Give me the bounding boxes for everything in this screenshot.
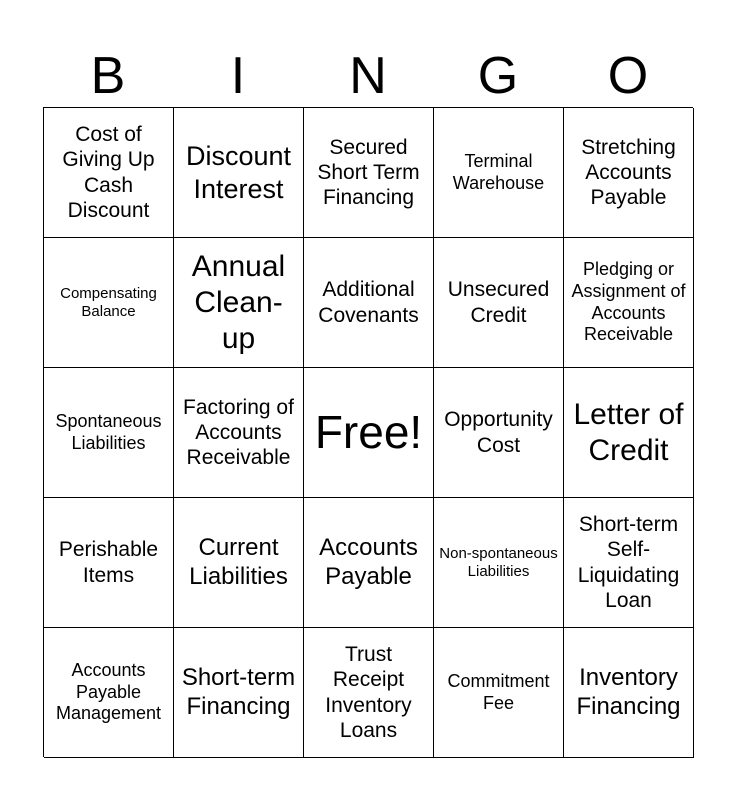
bingo-cell[interactable] bbox=[564, 238, 694, 368]
cell-text: Stretching Accounts Payable bbox=[581, 135, 676, 210]
bingo-cell[interactable] bbox=[564, 498, 694, 628]
bingo-cell[interactable] bbox=[44, 628, 174, 758]
cell-text: Secured Short Term Financing bbox=[317, 135, 420, 210]
header-letter-n: N bbox=[349, 47, 387, 105]
cell-text: Unsecured Credit bbox=[447, 278, 550, 327]
bingo-cell[interactable] bbox=[434, 108, 564, 238]
bingo-cell[interactable] bbox=[564, 108, 694, 238]
bingo-cell[interactable] bbox=[564, 368, 694, 498]
cell-text: Short-term Financing bbox=[181, 663, 296, 720]
bingo-header bbox=[43, 48, 693, 104]
bingo-cell[interactable] bbox=[174, 628, 304, 758]
bingo-cell[interactable] bbox=[304, 498, 434, 628]
bingo-cell[interactable] bbox=[434, 238, 564, 368]
bingo-cell[interactable] bbox=[304, 108, 434, 238]
bingo-cell[interactable] bbox=[434, 368, 564, 498]
cell-text: Accounts Payable Management bbox=[55, 660, 162, 724]
cell-text: Trust Receipt Inventory Loans bbox=[325, 643, 412, 742]
cell-text: Cost of Giving Up Cash Discount bbox=[62, 123, 155, 222]
cell-text: Spontaneous Liabilities bbox=[55, 410, 162, 453]
bingo-cell[interactable] bbox=[304, 238, 434, 368]
header-letter-g: G bbox=[477, 47, 519, 105]
bingo-cell[interactable] bbox=[44, 108, 174, 238]
bingo-cell[interactable] bbox=[174, 108, 304, 238]
bingo-cell[interactable] bbox=[434, 628, 564, 758]
bingo-cell[interactable] bbox=[44, 498, 174, 628]
cell-text: Opportunity Cost bbox=[444, 408, 553, 457]
header-letter-b: B bbox=[90, 47, 126, 105]
cell-text: Perishable Items bbox=[58, 538, 159, 587]
bingo-cell[interactable] bbox=[304, 628, 434, 758]
cell-text: Non-spontaneous Liabilities bbox=[439, 544, 558, 580]
bingo-cell[interactable] bbox=[44, 368, 174, 498]
bingo-cell[interactable] bbox=[174, 368, 304, 498]
cell-text: Additional Covenants bbox=[318, 278, 419, 327]
cell-text: Letter of Credit bbox=[573, 397, 684, 467]
bingo-cell[interactable] bbox=[434, 498, 564, 628]
cell-text: Accounts Payable bbox=[319, 533, 418, 590]
cell-text: Short-term Self-Liquidating Loan bbox=[577, 513, 680, 612]
cell-text: Commitment Fee bbox=[447, 670, 550, 713]
bingo-cell[interactable] bbox=[174, 498, 304, 628]
bingo-board bbox=[43, 107, 693, 757]
cell-text: Factoring of Accounts Receivable bbox=[183, 395, 294, 470]
free-space[interactable] bbox=[304, 368, 434, 498]
cell-text: Inventory Financing bbox=[576, 663, 681, 720]
cell-text: Discount Interest bbox=[185, 141, 292, 204]
cell-text: Terminal Warehouse bbox=[452, 150, 545, 193]
header-letter-i: I bbox=[230, 47, 246, 105]
cell-text: Compensating Balance bbox=[60, 284, 157, 320]
header-letter-o: O bbox=[607, 47, 649, 105]
cell-text: Pledging or Assignment of Accounts Receivable bbox=[571, 259, 686, 345]
free-space-text: Free! bbox=[314, 405, 423, 458]
bingo-cell[interactable] bbox=[564, 628, 694, 758]
bingo-cell[interactable] bbox=[44, 238, 174, 368]
cell-text: Annual Clean-up bbox=[191, 249, 286, 355]
cell-text: Current Liabilities bbox=[189, 533, 288, 590]
bingo-cell[interactable] bbox=[174, 238, 304, 368]
